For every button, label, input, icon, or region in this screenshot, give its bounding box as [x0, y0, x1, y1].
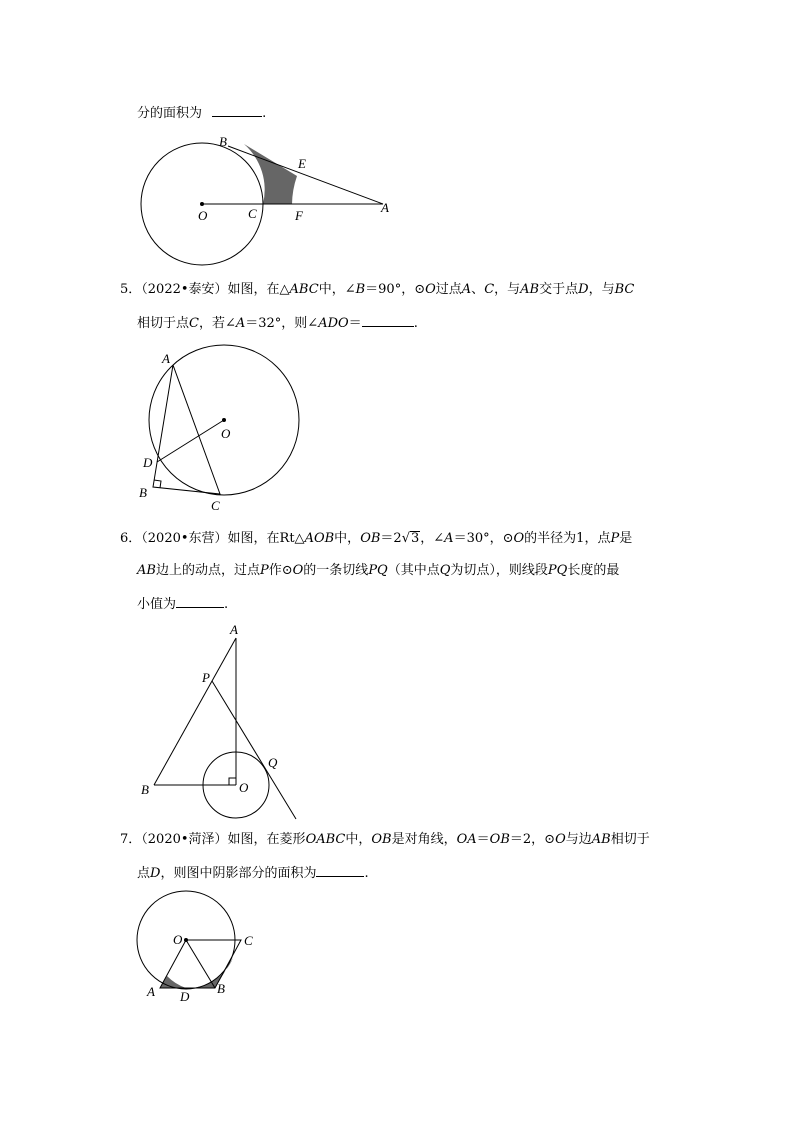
q6-l3: 小值为 [137, 597, 177, 612]
q7-oabc: OABC [305, 832, 346, 847]
q4-tail: 分的面积为 [137, 106, 203, 121]
q6-t2: 中， [334, 531, 361, 546]
q7-end: . [364, 866, 369, 881]
q5-t3: ＝90°，⊙ [365, 282, 426, 297]
q7-ob2: OB [489, 832, 510, 847]
q6-l2c: 的一条切线 [303, 563, 369, 578]
q6-p2: P [259, 563, 269, 578]
q5-t8: ，与 [588, 282, 615, 297]
q7-l2b: ，则图中阴影部分的面积为 [160, 866, 317, 881]
q5-t5: 、 [471, 282, 485, 297]
q5-abc: ABC [289, 282, 319, 297]
q6-line1: 6．（2020•东营）如图，在Rt△AOB中，OB＝2√3，∠A＝30°，⊙O的半径为1，点P是 [120, 531, 633, 546]
q6-t1: 如图，在Rt△ [227, 531, 305, 546]
label-d-q7: D [180, 989, 190, 1004]
q7-oa: OA [456, 832, 477, 847]
q6-a: A [444, 531, 454, 546]
q7-source: （2020•菏泽） [141, 832, 228, 847]
label-a-q4: A [381, 200, 389, 215]
q5-bc: BC [614, 282, 635, 297]
q7-l2a: 点 [137, 866, 151, 881]
q6-p: P [610, 531, 620, 546]
q5-l2b: ，若∠ [198, 316, 236, 331]
q6-l2b: 作⊙ [268, 563, 293, 578]
q6-o: O [513, 531, 525, 546]
q6-l2d: （其中点 [387, 563, 440, 578]
label-c-q4: C [248, 206, 257, 221]
label-e-q4: E [298, 156, 306, 171]
label-b-q7: B [217, 981, 225, 996]
q5-a2: A [235, 316, 246, 331]
q6-t4: ，∠ [420, 531, 445, 546]
q6-pq: PQ [368, 563, 388, 578]
label-b-q5: B [139, 485, 147, 500]
diagonal-ob [186, 940, 215, 988]
q7-ab: AB [591, 832, 611, 847]
q6-aob: AOB [304, 531, 335, 546]
label-q-q6: Q [268, 755, 278, 770]
label-c-q7: C [244, 933, 253, 948]
q5-c2: C [189, 316, 199, 331]
q6-o2: O [292, 563, 304, 578]
q7-number: 7． [120, 832, 142, 847]
q6-t6: 的半径为1，点 [524, 531, 611, 546]
q5-ab: AB [520, 282, 540, 297]
q5-t6: ，与 [494, 282, 521, 297]
q7-t6: 与边 [565, 832, 592, 847]
label-o-q6: O [239, 780, 249, 795]
q6-q: Q [439, 563, 451, 578]
q6-pq2: PQ [547, 563, 568, 578]
label-p-q6: P [202, 670, 210, 685]
q5-c: C [484, 282, 495, 297]
label-a-q7: A [147, 984, 155, 999]
center-dot-q7 [184, 938, 188, 942]
label-o-q7: O [173, 932, 183, 947]
q5-number: 5． [120, 282, 142, 297]
q6-l2f: 长度的最 [567, 563, 620, 578]
q7-t2: 中， [345, 832, 372, 847]
q6-ab: AB [137, 563, 156, 578]
q7-t1: 如图，在菱形 [227, 832, 306, 847]
q6-t5: ＝30°，⊙ [453, 531, 514, 546]
q5-source: （2022•泰安） [141, 282, 228, 297]
q6-l2a: 边上的动点，过点 [155, 563, 260, 578]
label-d-q5: D [143, 455, 153, 470]
label-b-q6: B [141, 782, 149, 797]
q5-l2a: 相切于点 [137, 316, 190, 331]
q6-sqrt: 3 [410, 531, 420, 546]
label-f-q4: F [295, 208, 303, 223]
q6-t3: ＝2 [380, 531, 402, 546]
q5-b: B [355, 282, 366, 297]
label-o-q4: O [198, 208, 208, 223]
q7-o: O [555, 832, 566, 847]
q5-l2d: ＝ [348, 316, 362, 331]
q5-l2c: ＝32°，则∠ [245, 316, 319, 331]
q6-l2e: 为切点），则线段 [450, 563, 548, 578]
q5-d: D [578, 282, 589, 297]
q5-end: . [413, 316, 418, 331]
label-c-q5: C [211, 498, 220, 513]
q5-t4: 过点 [435, 282, 462, 297]
q7-t7: 相切于 [610, 832, 650, 847]
q7-d: D [150, 866, 161, 881]
label-b-q4: B [219, 134, 227, 149]
q5-t2: 中，∠ [318, 282, 356, 297]
q6-source: （2020•东营） [141, 531, 228, 546]
shaded-region-left-q7 [160, 976, 186, 988]
q7-t5: ＝2，⊙ [509, 832, 556, 847]
q5-ado: ADO [318, 316, 349, 331]
q5-a: A [461, 282, 472, 297]
q5-t1: 如图，在△ [227, 282, 290, 297]
q7-t4: ＝ [476, 832, 490, 847]
q6-number: 6． [120, 531, 142, 546]
q7-ob: OB [371, 832, 392, 847]
label-a-q6: A [230, 622, 238, 637]
q5-o: O [425, 282, 436, 297]
q6-end: . [224, 597, 229, 612]
q6-t7: 是 [619, 531, 633, 546]
q6-ob: OB [360, 531, 381, 546]
q7-t3: 是对角线， [391, 832, 457, 847]
q5-t7: 交于点 [539, 282, 579, 297]
label-o-q5: O [221, 426, 231, 441]
q4-end: . [262, 106, 267, 121]
label-a-q5: A [162, 351, 170, 366]
